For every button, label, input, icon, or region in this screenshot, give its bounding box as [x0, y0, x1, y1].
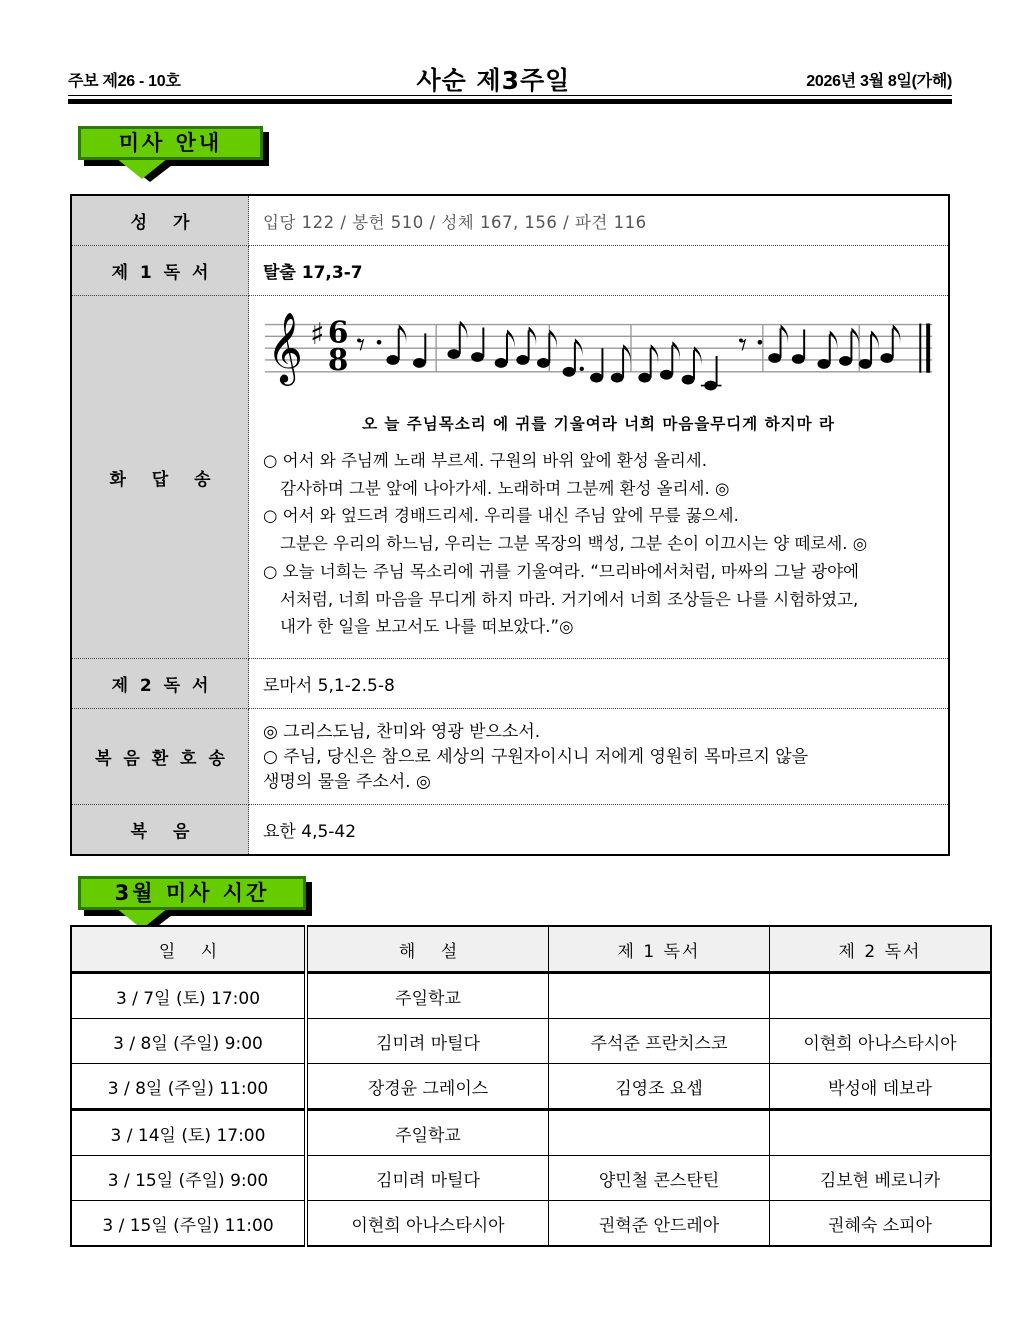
acclamation-line: ◎ 그리스도님, 찬미와 영광 받으소서. [263, 722, 541, 743]
row-label-second-reading: 제 2 독 서 [71, 659, 249, 709]
cell-narrator: 주일학교 [306, 973, 549, 1019]
table-row [71, 1110, 991, 1156]
banner-schedule-label: 3월 미사 시간 [114, 881, 270, 905]
row-value-gospel: 요한 4,5-42 [249, 805, 950, 856]
verse-marker: ○ [263, 451, 278, 470]
verse-text: 어서 와 엎드려 경배드리세. 우리를 내신 주님 앞에 무릎 꿇으세. [282, 506, 739, 526]
svg-text:𝄞: 𝄞 [266, 311, 303, 383]
psalm-lyrics: 오 늘 주님목소리 에 귀를 기울여라 너희 마음을무디게 하지마 라 [362, 415, 835, 433]
svg-text:♯: ♯ [310, 317, 325, 352]
page-title: 사순 제3주일 [416, 66, 571, 95]
cell-datetime: 3 / 15일 (주일) 11:00 [71, 1201, 306, 1247]
cell-first-reading: 권혁준 안드레아 [549, 1201, 770, 1247]
table-row [71, 1156, 991, 1201]
psalm-verse-line [263, 559, 926, 586]
row-value-hymns: 입당 122 / 봉헌 510 / 성체 167, 156 / 파견 116 [249, 195, 950, 246]
cell-second-reading: 이현희 아나스타시아 [770, 1019, 992, 1064]
cell-datetime: 3 / 7일 (토) 17:00 [71, 973, 306, 1019]
row-label-hymns: 성 가 [71, 195, 249, 246]
row-label-gospel-acclamation: 복 음 환 호 송 [71, 709, 249, 805]
masthead-rule-thick [68, 99, 952, 104]
banner-arrow-icon [116, 158, 168, 179]
cell-datetime: 3 / 14일 (토) 17:00 [71, 1110, 306, 1156]
bulletin-date: 2026년 3월 8일(가해) [806, 72, 952, 90]
music-staff-svg [259, 306, 938, 410]
table-row [71, 1064, 991, 1110]
cell-datetime: 3 / 15일 (주일) 9:00 [71, 1156, 306, 1201]
banner-mass-guide [78, 126, 263, 180]
banner-box [78, 126, 263, 160]
psalm-verses [259, 448, 938, 648]
table-row [71, 195, 949, 246]
col-header-narrator: 해 설 [306, 926, 549, 973]
col-header-first-reading: 제 1 독서 [549, 926, 770, 973]
row-value-second-reading: 로마서 5,1-2.5-8 [249, 659, 950, 709]
table-row [71, 659, 949, 709]
table-row [71, 805, 949, 856]
schedule-body [71, 973, 991, 1247]
col-header-second-reading: 제 2 독서 [770, 926, 992, 973]
row-label-responsorial-psalm: 화 답 송 [71, 296, 249, 659]
verse-marker: ○ [263, 561, 278, 581]
table-row [71, 709, 949, 805]
table-row [71, 1201, 991, 1247]
cell-first-reading: 김영조 요셉 [549, 1064, 770, 1110]
psalm-verse-line [263, 614, 926, 641]
cell-narrator: 김미려 마틸다 [306, 1156, 549, 1201]
mass-schedule-table [70, 925, 992, 1247]
cell-narrator: 이현희 아나스타시아 [306, 1201, 549, 1247]
cell-narrator: 김미려 마틸다 [306, 1019, 549, 1064]
svg-text:𝄾: 𝄾 [738, 325, 748, 365]
verse-text: 내가 한 일을 보고서도 나를 떠보았다.”◎ [280, 617, 574, 637]
row-value-responsorial-psalm [249, 296, 950, 659]
masthead-rule-thin [68, 95, 952, 96]
cell-first-reading: 양민철 콘스탄틴 [549, 1156, 770, 1201]
cell-first-reading: 주석준 프란치스코 [549, 1019, 770, 1064]
psalm-verse-line [263, 503, 926, 530]
col-header-datetime: 일 시 [71, 926, 306, 973]
cell-second-reading: 권혜숙 소피아 [770, 1201, 992, 1247]
cell-first-reading [549, 973, 770, 1019]
table-row [71, 246, 949, 296]
cell-datetime: 3 / 8일 (주일) 11:00 [71, 1064, 306, 1110]
masthead [68, 62, 952, 96]
svg-text:𝄾: 𝄾 [356, 325, 366, 365]
bulletin-issue: 주보 제26 - 10호 [68, 72, 181, 90]
row-label-gospel: 복 음 [71, 805, 249, 856]
verse-text: 그분은 우리의 하느님, 우리는 그분 목장의 백성, 그분 손이 이끄시는 양 떼로세. ◎ [280, 534, 868, 554]
acclamation-line: ○ 주님, 당신은 참으로 세상의 구원자이시니 저에게 영원히 목마르지 않을 [263, 747, 809, 768]
verse-text: 오늘 너희는 주님 목소리에 귀를 기울여라. “므리바에서처럼, 마싸의 그날 광야에 [282, 561, 859, 581]
row-value-first-reading: 탈출 17,3-7 [249, 246, 950, 296]
psalm-verse-line [263, 476, 926, 503]
schedule-head [71, 926, 991, 973]
cell-second-reading: 김보현 베로니카 [770, 1156, 992, 1201]
svg-text:6: 6 [327, 314, 349, 350]
psalm-verse-line [263, 587, 926, 614]
psalm-verse-line [263, 531, 926, 558]
cell-narrator: 장경윤 그레이스 [306, 1064, 549, 1110]
verse-marker: ○ [263, 506, 278, 526]
banner-box [78, 876, 306, 910]
cell-second-reading [770, 973, 992, 1019]
row-label-first-reading: 제 1 독 서 [71, 246, 249, 296]
table-row [71, 296, 949, 659]
liturgy-table [70, 194, 950, 856]
cell-second-reading: 박성애 데보라 [770, 1064, 992, 1110]
cell-first-reading [549, 1110, 770, 1156]
row-value-gospel-acclamation [249, 709, 950, 805]
cell-datetime: 3 / 8일 (주일) 9:00 [71, 1019, 306, 1064]
table-header-row [71, 926, 991, 973]
verse-text: 서처럼, 너희 마음을 무디게 하지 마라. 거기에서 너희 조상들은 나를 시험하였고, [280, 589, 859, 609]
cell-second-reading [770, 1110, 992, 1156]
banner-mass-schedule [78, 876, 306, 930]
cell-narrator: 주일학교 [306, 1110, 549, 1156]
verse-text: 감사하며 그분 앞에 나아가세. 노래하며 그분께 환성 올리세. ◎ [280, 478, 730, 498]
acclamation-line: 생명의 물을 주소서. ◎ [263, 772, 431, 793]
svg-text:8: 8 [327, 341, 349, 377]
music-score [259, 306, 938, 410]
verse-text: 어서 와 주님께 노래 부르세. 구원의 바위 앞에 환성 올리세. [282, 451, 707, 470]
table-row [71, 1019, 991, 1064]
banner-mass-guide-label: 미사 안내 [118, 131, 223, 155]
table-row [71, 973, 991, 1019]
psalm-verse-line [263, 448, 926, 475]
